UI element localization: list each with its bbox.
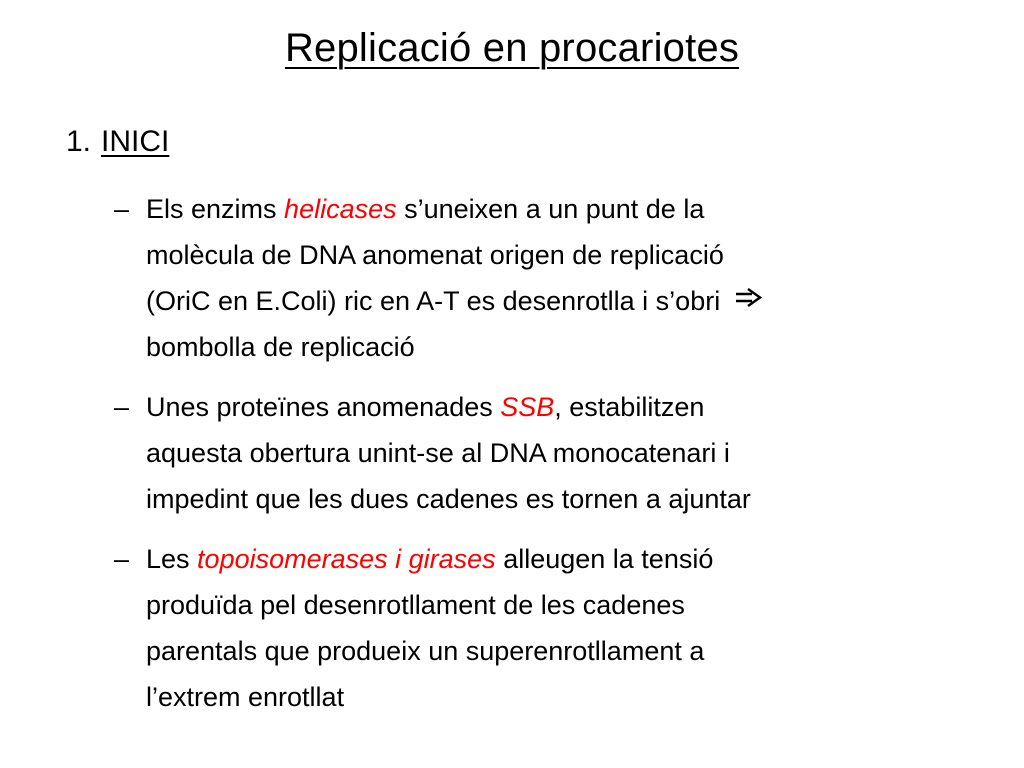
text: (OriC en E.Coli) ric en A-T es desenrotlla i s’obri [146, 286, 728, 316]
text: Unes proteïnes anomenades [146, 392, 501, 422]
section-name: INICI [101, 125, 170, 158]
text: s’uneixen a un punt de la [396, 194, 705, 224]
bullet-item [114, 186, 994, 370]
text: produïda pel desenrotllament de les cadenes [146, 590, 685, 620]
bullet-line [146, 232, 994, 278]
bullet-line [146, 628, 994, 674]
section-number: 1. [66, 125, 92, 158]
bullet-line [146, 476, 994, 522]
bullet-line [146, 324, 994, 370]
bullet-item [114, 384, 994, 522]
section-heading [66, 122, 169, 162]
bullet-line [146, 674, 994, 720]
text: parentals que produeix un superenrotllament a [146, 636, 705, 666]
bullet-line [146, 582, 994, 628]
highlighted-term: topoisomerases i girases [197, 544, 496, 574]
text: aquesta obertura unint-se al DNA monocatenari i [146, 438, 730, 468]
bullet-line [146, 536, 994, 582]
bullet-line [146, 186, 994, 232]
right-arrow-icon [734, 277, 764, 323]
highlighted-term: SSB [500, 392, 555, 422]
bullet-line [146, 430, 994, 476]
bullet-dash: – [114, 392, 130, 422]
text: , estabilitzen [554, 392, 705, 422]
text: molècula de DNA anomenat origen de replicació [146, 240, 724, 270]
text: alleugen la tensió [495, 544, 714, 574]
text: impedint que les dues cadenes es tornen a ajuntar [146, 484, 751, 514]
bullet-dash: – [114, 194, 130, 224]
text: Les [146, 544, 198, 574]
bullet-list [114, 186, 994, 734]
bullet-line [146, 278, 994, 324]
text: Els enzims [146, 194, 285, 224]
slide-title: Replicació en procariotes [284, 26, 740, 70]
text: l’extrem enrotllat [146, 682, 345, 712]
bullet-dash: – [114, 544, 130, 574]
highlighted-term: helicases [284, 194, 397, 224]
bullet-line [146, 384, 994, 430]
text: bombolla de replicació [146, 332, 415, 362]
bullet-item [114, 536, 994, 720]
